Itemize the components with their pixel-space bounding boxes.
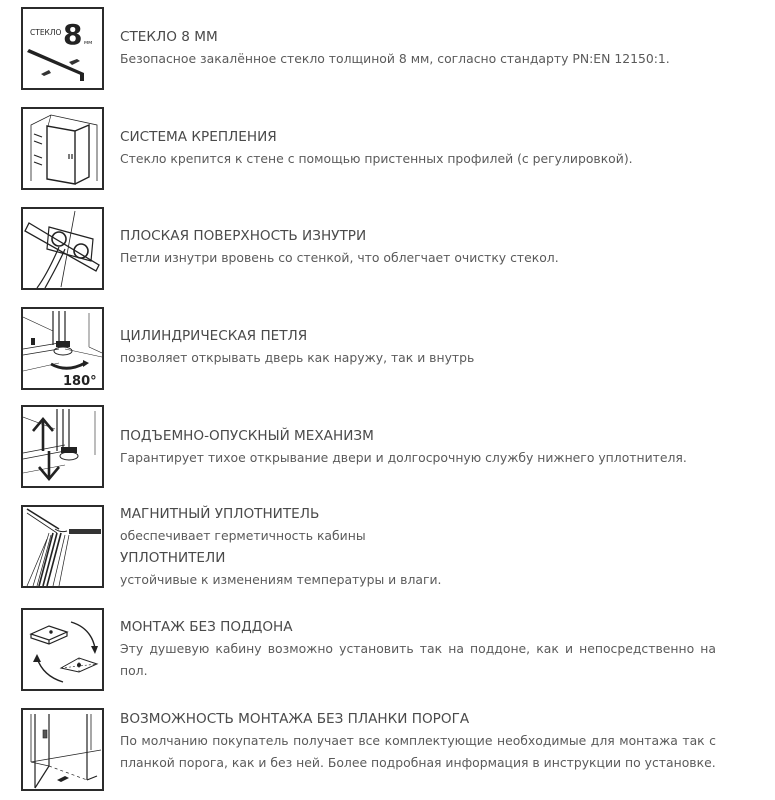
feature-title: ПОДЪЕМНО-ОПУСКНЫЙ МЕХАНИЗМ <box>120 428 374 444</box>
icon-label-180: 180° <box>63 374 97 388</box>
feature-title: СИСТЕМА КРЕПЛЕНИЯ <box>120 129 277 145</box>
feature-description: По молчанию покупатель получает все комплектующие необходимые для монтажа так с планкой порога, как и без ней. Более подробная информация в инструкции по установке. <box>120 733 716 770</box>
feature-description-secondary: устойчивые к изменениям температуры и влаги. <box>120 572 442 587</box>
cylindrical-hinge-180-icon <box>21 307 104 390</box>
feature-description: Гарантирует тихое открывание двери и долгосрочную службу нижнего уплотнителя. <box>120 450 687 465</box>
magnetic-seal-icon <box>21 505 104 588</box>
feature-title: МОНТАЖ БЕЗ ПОДДОНА <box>120 619 293 635</box>
icon-label-8: 8 <box>63 18 83 51</box>
lift-lower-mechanism-icon <box>21 405 104 488</box>
feature-title: ПЛОСКАЯ ПОВЕРХНОСТЬ ИЗНУТРИ <box>120 228 367 244</box>
feature-title-secondary: УПЛОТНИТЕЛИ <box>120 550 226 566</box>
feature-description: позволяет открывать дверь как наружу, так и внутрь <box>120 350 475 365</box>
flat-surface-squeegee-icon <box>21 207 104 290</box>
mounting-system-icon <box>21 107 104 190</box>
feature-description: Петли изнутри вровень со стенкой, что облегчает очистку стекол. <box>120 250 559 265</box>
install-without-threshold-icon <box>21 708 104 791</box>
feature-description: Безопасное закалённое стекло толщиной 8 мм, согласно стандарту PN:EN 12150:1. <box>120 51 670 66</box>
glass-thickness-8mm-icon <box>21 7 104 90</box>
install-without-tray-icon <box>21 608 104 691</box>
feature-title: МАГНИТНЫЙ УПЛОТНИТЕЛЬ <box>120 506 320 522</box>
feature-title: ЦИЛИНДРИЧЕСКАЯ ПЕТЛЯ <box>120 328 308 344</box>
feature-title: СТЕКЛО 8 ММ <box>120 29 218 45</box>
feature-description: Стекло крепится к стене с помощью пристенных профилей (с регулировкой). <box>120 151 633 166</box>
icon-label-glass: СТЕКЛО <box>30 28 62 37</box>
feature-description: Эту душевую кабину возможно установить так на поддоне, как и непосредственно на пол. <box>120 641 716 678</box>
feature-title: ВОЗМОЖНОСТЬ МОНТАЖА БЕЗ ПЛАНКИ ПОРОГА <box>120 711 470 727</box>
feature-description: обеспечивает герметичность кабины <box>120 528 366 543</box>
icon-label-mm: мм <box>84 40 93 46</box>
